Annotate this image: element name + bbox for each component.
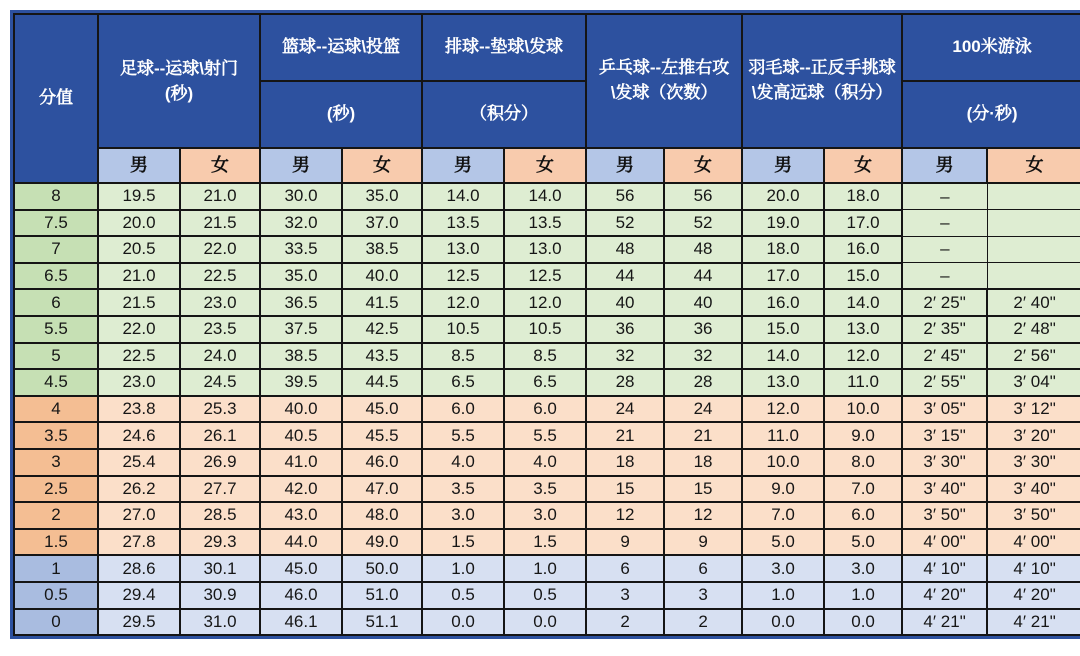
value-cell: 4.0	[422, 449, 504, 476]
table-row	[14, 555, 1080, 582]
group-header-football	[98, 14, 260, 148]
value-cell: 28.6	[98, 555, 180, 582]
value-cell: 4′ 20"	[987, 582, 1080, 609]
value-cell: 1.0	[742, 582, 824, 609]
value-cell: 12	[586, 502, 664, 529]
score-cell: 0.5	[14, 582, 98, 609]
value-cell: 38.5	[260, 343, 342, 370]
value-cell: 21.0	[98, 263, 180, 290]
value-cell: 2′ 25"	[902, 289, 987, 316]
gender-header-male: 男	[586, 148, 664, 183]
score-column-header: 分值	[14, 14, 98, 183]
value-cell: 41.5	[342, 289, 422, 316]
value-cell: 15	[664, 476, 742, 503]
value-cell: 6.0	[504, 396, 586, 423]
value-cell: 31.0	[180, 609, 260, 636]
value-cell: 8.5	[422, 343, 504, 370]
value-cell: 6	[586, 555, 664, 582]
score-cell: 5	[14, 343, 98, 370]
value-cell: 23.8	[98, 396, 180, 423]
score-table-body	[14, 183, 1080, 635]
table-row	[14, 210, 1080, 237]
table-row	[14, 529, 1080, 556]
value-cell: 8.0	[824, 449, 902, 476]
value-cell: 56	[664, 183, 742, 210]
value-cell: 28	[586, 369, 664, 396]
value-cell: 12	[664, 502, 742, 529]
score-cell: 4.5	[14, 369, 98, 396]
value-cell: 24.0	[180, 343, 260, 370]
value-cell: 22.5	[98, 343, 180, 370]
value-cell: 3	[586, 582, 664, 609]
value-cell: 3′ 40"	[902, 476, 987, 503]
value-cell: 5.5	[504, 422, 586, 449]
value-cell: 2	[586, 609, 664, 636]
value-cell: 4′ 00"	[987, 529, 1080, 556]
value-cell: 45.5	[342, 422, 422, 449]
value-cell: 18.0	[824, 183, 902, 210]
value-cell: 0.0	[824, 609, 902, 636]
value-cell: 2′ 35"	[902, 316, 987, 343]
score-cell: 1.5	[14, 529, 98, 556]
score-cell: 2.5	[14, 476, 98, 503]
value-cell: 6.0	[422, 396, 504, 423]
score-table-frame	[10, 10, 1080, 639]
value-cell: 4′ 20"	[902, 582, 987, 609]
gender-header-female: 女	[180, 148, 260, 183]
value-cell: 37.0	[342, 210, 422, 237]
value-cell	[987, 210, 1080, 237]
table-row	[14, 422, 1080, 449]
value-cell: 0.5	[504, 582, 586, 609]
value-cell: 29.3	[180, 529, 260, 556]
value-cell: 32	[586, 343, 664, 370]
table-row	[14, 476, 1080, 503]
value-cell: 43.5	[342, 343, 422, 370]
value-cell: 3.0	[504, 502, 586, 529]
value-cell: 56	[586, 183, 664, 210]
value-cell: 40	[664, 289, 742, 316]
score-cell: 6	[14, 289, 98, 316]
value-cell: 3′ 15"	[902, 422, 987, 449]
value-cell: 46.0	[342, 449, 422, 476]
score-cell: 6.5	[14, 263, 98, 290]
table-row	[14, 183, 1080, 210]
group-header-badminton: 羽毛球--正反手挑球\发高远球（积分）	[742, 14, 902, 148]
value-cell: 22.0	[180, 236, 260, 263]
value-cell: 36	[586, 316, 664, 343]
value-cell: 6.5	[504, 369, 586, 396]
table-row	[14, 343, 1080, 370]
value-cell: –	[902, 236, 987, 263]
value-cell: 51.0	[342, 582, 422, 609]
value-cell: 0.0	[504, 609, 586, 636]
value-cell: 30.0	[260, 183, 342, 210]
value-cell: 13.0	[504, 236, 586, 263]
value-cell: 6.5	[422, 369, 504, 396]
value-cell: 23.0	[180, 289, 260, 316]
value-cell: 36.5	[260, 289, 342, 316]
value-cell: 13.5	[422, 210, 504, 237]
value-cell: 42.5	[342, 316, 422, 343]
value-cell: 35.0	[260, 263, 342, 290]
value-cell: 2′ 55"	[902, 369, 987, 396]
score-cell: 3	[14, 449, 98, 476]
value-cell: 33.5	[260, 236, 342, 263]
value-cell: 52	[586, 210, 664, 237]
value-cell: 5.0	[824, 529, 902, 556]
table-row	[14, 236, 1080, 263]
value-cell: 21.5	[98, 289, 180, 316]
value-cell: 10.5	[504, 316, 586, 343]
table-row	[14, 369, 1080, 396]
value-cell: 10.0	[742, 449, 824, 476]
value-cell: 5.0	[742, 529, 824, 556]
gender-header-female: 女	[504, 148, 586, 183]
value-cell: 22.0	[98, 316, 180, 343]
value-cell: 7.0	[824, 476, 902, 503]
value-cell: 30.1	[180, 555, 260, 582]
value-cell: 49.0	[342, 529, 422, 556]
value-cell	[987, 236, 1080, 263]
value-cell: 8.5	[504, 343, 586, 370]
value-cell: 32	[664, 343, 742, 370]
value-cell	[987, 263, 1080, 290]
value-cell: –	[902, 210, 987, 237]
value-cell: 4′ 21"	[902, 609, 987, 636]
value-cell: 13.0	[824, 316, 902, 343]
value-cell: 12.5	[504, 263, 586, 290]
group-header-tabletennis: 乒乓球--左推右攻\发球（次数）	[586, 14, 742, 148]
value-cell: 1.0	[422, 555, 504, 582]
value-cell: 21	[586, 422, 664, 449]
value-cell: 1.5	[422, 529, 504, 556]
value-cell: 22.5	[180, 263, 260, 290]
value-cell: 3.0	[742, 555, 824, 582]
value-cell: 40.0	[342, 263, 422, 290]
value-cell: 26.1	[180, 422, 260, 449]
value-cell: 39.5	[260, 369, 342, 396]
table-row	[14, 609, 1080, 636]
value-cell: 24.5	[180, 369, 260, 396]
value-cell: 12.0	[422, 289, 504, 316]
table-row	[14, 263, 1080, 290]
value-cell: 46.1	[260, 609, 342, 636]
value-cell: 9	[664, 529, 742, 556]
gender-header-male: 男	[902, 148, 987, 183]
score-cell: 2	[14, 502, 98, 529]
value-cell: 3′ 05"	[902, 396, 987, 423]
value-cell: 4′ 10"	[987, 555, 1080, 582]
value-cell: 13.0	[422, 236, 504, 263]
value-cell: 13.0	[742, 369, 824, 396]
score-cell: 8	[14, 183, 98, 210]
score-cell: 0	[14, 609, 98, 636]
value-cell: 25.4	[98, 449, 180, 476]
value-cell: 15.0	[824, 263, 902, 290]
value-cell: –	[902, 183, 987, 210]
value-cell: 45.0	[342, 396, 422, 423]
value-cell: 3′ 20"	[987, 422, 1080, 449]
table-row	[14, 582, 1080, 609]
value-cell: 14.0	[422, 183, 504, 210]
value-cell: 29.5	[98, 609, 180, 636]
value-cell: 3′ 12"	[987, 396, 1080, 423]
value-cell: 32.0	[260, 210, 342, 237]
value-cell: 1.0	[504, 555, 586, 582]
value-cell: 7.0	[742, 502, 824, 529]
gender-header-male: 男	[98, 148, 180, 183]
group-unit-football: (秒)	[164, 84, 194, 103]
value-cell: 11.0	[742, 422, 824, 449]
value-cell: 17.0	[824, 210, 902, 237]
value-cell: 35.0	[342, 183, 422, 210]
value-cell: 43.0	[260, 502, 342, 529]
value-cell: 21.5	[180, 210, 260, 237]
value-cell: 2	[664, 609, 742, 636]
value-cell: 3.5	[504, 476, 586, 503]
table-row	[14, 502, 1080, 529]
value-cell: 19.5	[98, 183, 180, 210]
value-cell: 12.0	[824, 343, 902, 370]
group-header-volleyball: 排球--垫球\发球	[422, 14, 586, 81]
table-row	[14, 289, 1080, 316]
value-cell: 18	[664, 449, 742, 476]
value-cell: 51.1	[342, 609, 422, 636]
gender-header-female: 女	[824, 148, 902, 183]
value-cell: 3	[664, 582, 742, 609]
value-cell: 3.5	[422, 476, 504, 503]
value-cell: 1.5	[504, 529, 586, 556]
value-cell: 20.0	[98, 210, 180, 237]
value-cell: 48.0	[342, 502, 422, 529]
value-cell: 21	[664, 422, 742, 449]
value-cell: 14.0	[742, 343, 824, 370]
value-cell: 5.5	[422, 422, 504, 449]
table-row	[14, 316, 1080, 343]
score-cell: 1	[14, 555, 98, 582]
value-cell: 3′ 40"	[987, 476, 1080, 503]
value-cell: 3.0	[824, 555, 902, 582]
value-cell: 46.0	[260, 582, 342, 609]
value-cell: 3′ 04"	[987, 369, 1080, 396]
value-cell: 44	[664, 263, 742, 290]
value-cell: 24	[664, 396, 742, 423]
value-cell: 27.7	[180, 476, 260, 503]
group-unit-swimming: (分·秒)	[902, 81, 1080, 148]
value-cell: 44.5	[342, 369, 422, 396]
score-cell: 7.5	[14, 210, 98, 237]
value-cell: 30.9	[180, 582, 260, 609]
value-cell: 3′ 30"	[902, 449, 987, 476]
value-cell: 2′ 56"	[987, 343, 1080, 370]
value-cell: 16.0	[824, 236, 902, 263]
group-header-basketball: 篮球--运球\投篮	[260, 14, 422, 81]
group-unit-basketball: (秒)	[260, 81, 422, 148]
value-cell: 3.0	[422, 502, 504, 529]
value-cell: 44	[586, 263, 664, 290]
value-cell: 4′ 21"	[987, 609, 1080, 636]
value-cell: 6	[664, 555, 742, 582]
value-cell: 9	[586, 529, 664, 556]
gender-header-male: 男	[422, 148, 504, 183]
gender-header-female: 女	[342, 148, 422, 183]
value-cell: 48	[664, 236, 742, 263]
value-cell: 12.0	[504, 289, 586, 316]
group-title-football: 足球--运球\射门	[119, 58, 239, 78]
value-cell: 29.4	[98, 582, 180, 609]
value-cell: –	[902, 263, 987, 290]
pe-score-table	[13, 13, 1080, 636]
value-cell: 0.0	[422, 609, 504, 636]
value-cell: 41.0	[260, 449, 342, 476]
value-cell: 1.0	[824, 582, 902, 609]
value-cell: 44.0	[260, 529, 342, 556]
value-cell: 4′ 00"	[902, 529, 987, 556]
value-cell: 6.0	[824, 502, 902, 529]
value-cell: 27.0	[98, 502, 180, 529]
value-cell: 38.5	[342, 236, 422, 263]
value-cell: 40.5	[260, 422, 342, 449]
group-unit-volleyball: （积分）	[422, 81, 586, 148]
value-cell: 10.5	[422, 316, 504, 343]
value-cell: 12.0	[742, 396, 824, 423]
value-cell: 50.0	[342, 555, 422, 582]
value-cell: 3′ 50"	[902, 502, 987, 529]
value-cell: 12.5	[422, 263, 504, 290]
value-cell: 10.0	[824, 396, 902, 423]
value-cell: 9.0	[824, 422, 902, 449]
value-cell: 4′ 10"	[902, 555, 987, 582]
value-cell: 23.0	[98, 369, 180, 396]
value-cell: 2′ 40"	[987, 289, 1080, 316]
value-cell: 24.6	[98, 422, 180, 449]
value-cell: 20.0	[742, 183, 824, 210]
table-row	[14, 396, 1080, 423]
score-cell: 3.5	[14, 422, 98, 449]
value-cell: 13.5	[504, 210, 586, 237]
value-cell: 14.0	[504, 183, 586, 210]
table-row	[14, 449, 1080, 476]
value-cell: 26.2	[98, 476, 180, 503]
value-cell: 24	[586, 396, 664, 423]
value-cell: 3′ 50"	[987, 502, 1080, 529]
value-cell: 18.0	[742, 236, 824, 263]
score-cell: 4	[14, 396, 98, 423]
value-cell: 52	[664, 210, 742, 237]
value-cell: 40	[586, 289, 664, 316]
score-cell: 5.5	[14, 316, 98, 343]
value-cell: 42.0	[260, 476, 342, 503]
value-cell: 9.0	[742, 476, 824, 503]
value-cell: 28	[664, 369, 742, 396]
value-cell: 3′ 30"	[987, 449, 1080, 476]
value-cell	[987, 183, 1080, 210]
value-cell: 26.9	[180, 449, 260, 476]
value-cell: 45.0	[260, 555, 342, 582]
value-cell: 14.0	[824, 289, 902, 316]
value-cell: 11.0	[824, 369, 902, 396]
value-cell: 27.8	[98, 529, 180, 556]
value-cell: 0.0	[742, 609, 824, 636]
value-cell: 2′ 45"	[902, 343, 987, 370]
value-cell: 15	[586, 476, 664, 503]
value-cell: 17.0	[742, 263, 824, 290]
score-cell: 7	[14, 236, 98, 263]
value-cell: 18	[586, 449, 664, 476]
value-cell: 15.0	[742, 316, 824, 343]
value-cell: 25.3	[180, 396, 260, 423]
value-cell: 47.0	[342, 476, 422, 503]
value-cell: 20.5	[98, 236, 180, 263]
value-cell: 36	[664, 316, 742, 343]
value-cell: 16.0	[742, 289, 824, 316]
value-cell: 0.5	[422, 582, 504, 609]
value-cell: 48	[586, 236, 664, 263]
gender-header-female: 女	[987, 148, 1080, 183]
gender-header-female: 女	[664, 148, 742, 183]
value-cell: 40.0	[260, 396, 342, 423]
value-cell: 19.0	[742, 210, 824, 237]
value-cell: 21.0	[180, 183, 260, 210]
group-header-swimming: 100米游泳	[902, 14, 1080, 81]
gender-header-male: 男	[742, 148, 824, 183]
value-cell: 4.0	[504, 449, 586, 476]
value-cell: 2′ 48"	[987, 316, 1080, 343]
value-cell: 37.5	[260, 316, 342, 343]
value-cell: 28.5	[180, 502, 260, 529]
value-cell: 23.5	[180, 316, 260, 343]
gender-header-male: 男	[260, 148, 342, 183]
